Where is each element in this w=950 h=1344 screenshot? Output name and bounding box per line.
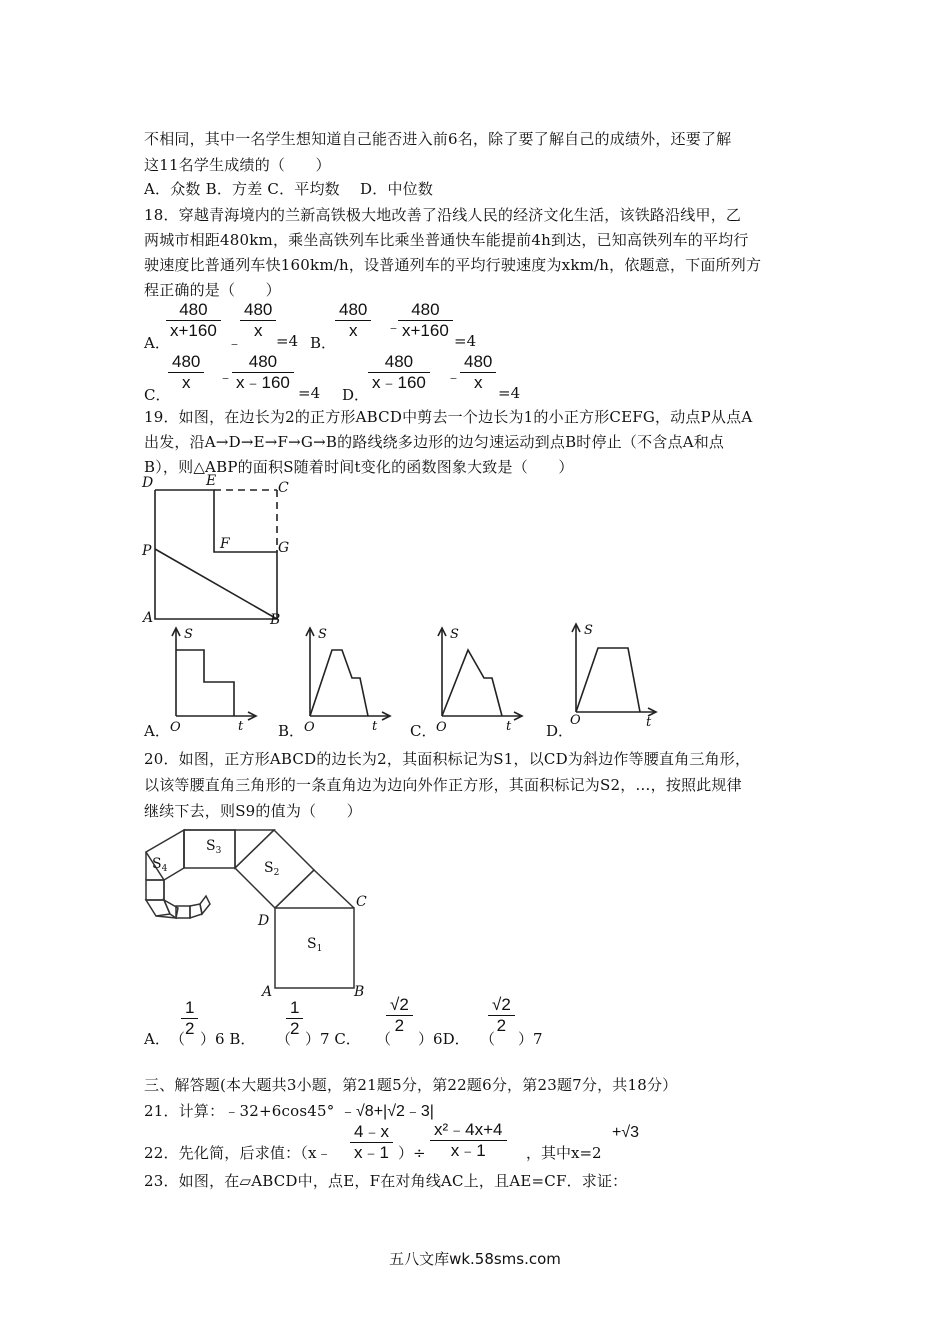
q20-a-frac: $\frac{1}{2}$: [181, 998, 198, 1039]
q19-option-a-label: A．: [144, 722, 170, 740]
q20-d-tail: ）7: [518, 1030, 543, 1048]
label-f: F: [220, 536, 230, 552]
label-e: E: [206, 473, 217, 489]
axis-t: t: [646, 715, 652, 730]
q19-graph-a: [166, 622, 266, 732]
label-c: C: [278, 480, 289, 496]
label-a: A: [143, 610, 154, 624]
q22-divide: ）÷: [398, 1144, 426, 1162]
label-s1: $S_1$: [307, 936, 323, 954]
axis-s: S: [584, 623, 593, 638]
q20-b-tail: ）7 C．: [305, 1030, 361, 1048]
q22-text: 22．先化简，后求值：（x﹣: [144, 1144, 332, 1162]
q19-figure: [140, 472, 300, 624]
label-s2: $S_2$: [264, 860, 280, 878]
footer-watermark: 五八文库wk.58sms.com: [389, 1250, 561, 1268]
label-g: G: [278, 540, 290, 556]
label-c: C: [356, 894, 367, 910]
q18-option-c-label: C．: [144, 386, 171, 404]
label-b: B: [270, 612, 281, 624]
q20-option-a-label: A．: [144, 1030, 170, 1048]
label-d: D: [258, 913, 270, 929]
equals-four: =4: [498, 384, 521, 402]
origin: O: [170, 720, 181, 732]
axis-t: t: [372, 719, 378, 732]
q18-c-frac2: $\frac{480}{x﹣160}$: [232, 352, 294, 393]
q19-graph-b: [300, 622, 400, 732]
origin: O: [304, 720, 315, 732]
q20-b-frac: $\frac{1}{2}$: [286, 998, 303, 1039]
q19-option-c-label: C．: [410, 722, 437, 740]
q18-c-frac1: $\frac{480}{x}$: [168, 352, 204, 393]
q22-frac1: $\frac{4﹣x}{x﹣1}$: [350, 1122, 393, 1163]
q18-d-frac1: $\frac{480}{x﹣160}$: [368, 352, 430, 393]
q20-figure: [140, 822, 380, 998]
q20-text: 20．如图，正方形ABCD的边长为2，其面积标记为S1，以CD为斜边作等腰直角三角形，: [144, 750, 751, 768]
q18-a-frac1: $\frac{480}{x+160}$: [166, 300, 221, 341]
q18-text: 程正确的是（ ）: [144, 281, 281, 299]
axis-s: S: [318, 627, 327, 642]
q22-condition: ，其中x=2: [526, 1144, 602, 1162]
origin: O: [436, 720, 447, 732]
q19-text: 19．如图，在边长为2的正方形ABCD中剪去一个边长为1的小正方形CEFG，动点P从点A: [144, 408, 753, 426]
text-line: 不相同，其中一名学生想知道自己能否进入前6名，除了要了解自己的成绩外，还要了解: [144, 130, 732, 148]
axis-s: S: [450, 627, 459, 642]
q19-option-d-label: D．: [546, 722, 574, 740]
q22-root3: +√3: [612, 1124, 640, 1141]
label-d: D: [142, 475, 154, 491]
q18-text: 驶速度比普通列车快160km/h，设普通列车的平均行驶速度为xkm/h，依题意，下面所列方: [144, 256, 762, 274]
minus-sign: ﹣: [446, 368, 462, 386]
q21-text: 21．计算：﹣32+6cos45°: [144, 1102, 335, 1120]
q19-graph-d: [566, 618, 666, 730]
paren-open: （: [376, 1030, 392, 1048]
label-a: A: [262, 984, 273, 998]
q20-text: 以该等腰直角三角形的一条直角边为边向外作正方形，其面积标记为S2，…，按照此规律: [144, 776, 742, 794]
q18-d-frac2: $\frac{480}{x}$: [460, 352, 496, 393]
q18-option-d-label: D．: [342, 386, 370, 404]
q18-text: 两城市相距480km，乘坐高铁列车比乘坐普通快车能提前4h到达，已知高铁列车的平均行: [144, 231, 749, 249]
q17-options: A．众数 B．方差 C．平均数 D．中位数: [144, 180, 434, 198]
minus-sign: ﹣: [386, 318, 402, 336]
equals-four: =4: [298, 384, 321, 402]
paren-open: （: [480, 1030, 496, 1048]
equals-four: =4: [454, 332, 477, 350]
q19-option-b-label: B．: [278, 722, 305, 740]
q21-expression: ﹣√8+|√2﹣3|: [340, 1103, 434, 1120]
q20-d-frac: $\frac{√2}{2}$: [488, 995, 515, 1036]
axis-t: t: [506, 719, 512, 732]
q20-c-frac: $\frac{√2}{2}$: [386, 995, 413, 1036]
q18-b-frac1: $\frac{480}{x}$: [335, 300, 371, 341]
q18-option-b-label: B．: [310, 334, 337, 352]
paren-open: （: [276, 1030, 292, 1048]
section-title: 三、解答题(本大题共3小题，第21题5分，第22题6分，第23题7分，共18分）: [144, 1076, 678, 1094]
q23-text: 23．如图，在▱ABCD中，点E，F在对角线AC上，且AE=CF．求证：: [144, 1172, 628, 1190]
q20-a-tail: ）6 B．: [200, 1030, 256, 1048]
equals-four: =4: [276, 332, 299, 350]
axis-s: S: [184, 627, 193, 642]
paren-open: （: [170, 1030, 186, 1048]
q20-text: 继续下去，则S9的值为（ ）: [144, 802, 362, 820]
q18-option-a-label: A．: [144, 334, 170, 352]
q19-text: B），则△ABP的面积S随着时间t变化的函数图象大致是（ ）: [144, 458, 574, 476]
minus-sign: ﹣: [227, 334, 243, 352]
label-p: P: [142, 543, 152, 559]
label-s3: $S_3$: [206, 838, 222, 856]
q20-c-tail: ）6D．: [418, 1030, 470, 1048]
axis-t: t: [238, 719, 244, 732]
minus-sign: ﹣: [218, 368, 234, 386]
q18-text: 18．穿越青海境内的兰新高铁极大地改善了沿线人民的经济文化生活，该铁路沿线甲，乙: [144, 206, 742, 224]
text-line: 这11名学生成绩的（ ）: [144, 156, 331, 174]
q19-text: 出发，沿A→D→E→F→G→B的路线绕多边形的边匀速运动到点B时停止（不含点A和点: [144, 433, 725, 451]
label-b: B: [354, 984, 365, 998]
q19-graph-c: [432, 622, 532, 732]
q18-a-frac2: $\frac{480}{x}$: [240, 300, 276, 341]
origin: O: [570, 713, 581, 728]
q22-frac2: $\frac{\text{x²﹣4x+4}}{x﹣1}$: [430, 1120, 507, 1161]
q18-b-frac2: $\frac{480}{x+160}$: [398, 300, 453, 341]
label-s4: $S_4$: [152, 856, 168, 874]
